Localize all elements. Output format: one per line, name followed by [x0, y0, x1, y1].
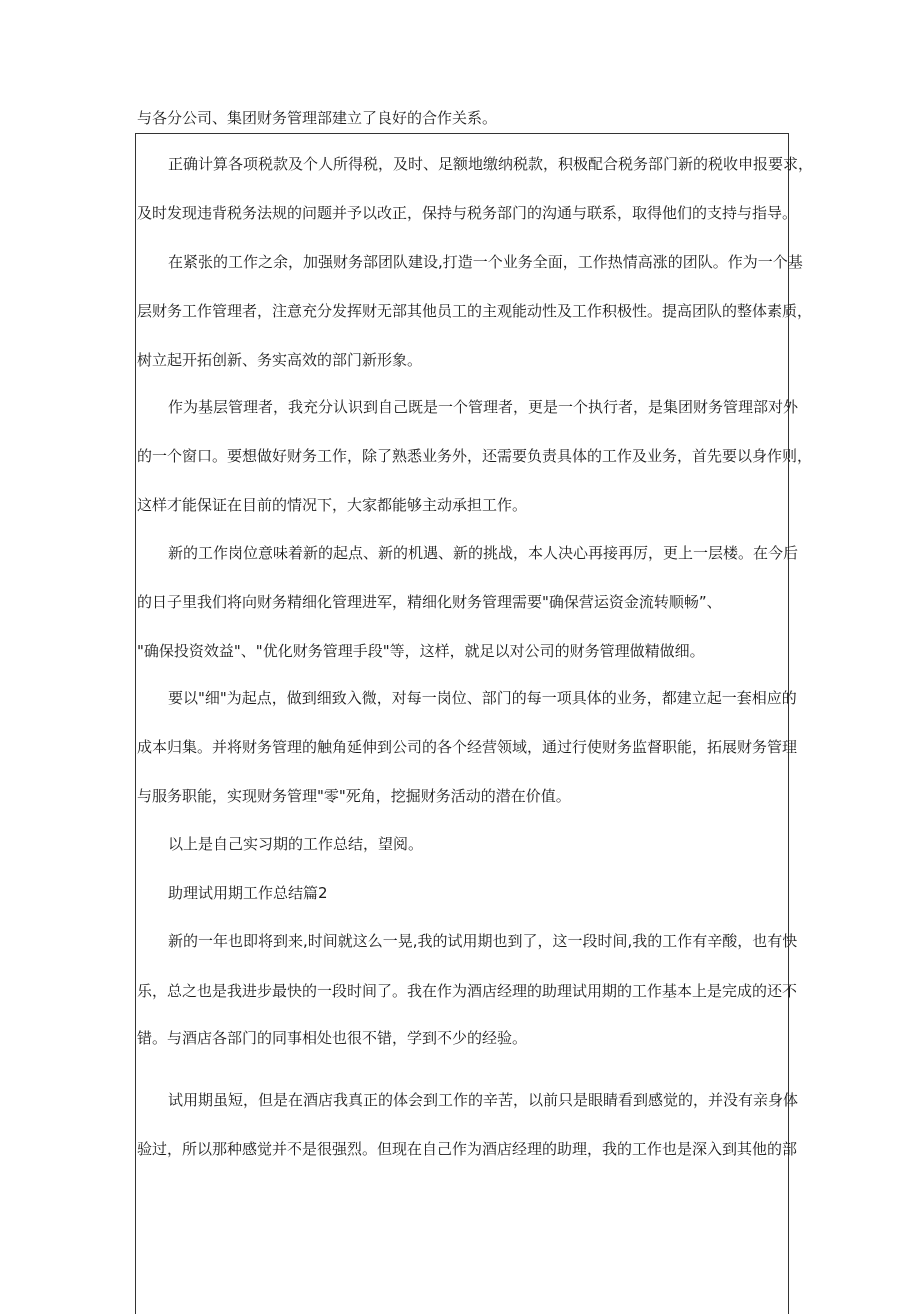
paragraph-line: 以上是自己实习期的工作总结，望阅。 [168, 835, 424, 853]
paragraph-tax [137, 151, 814, 226]
paragraph-line: 验过，所以那种感觉并不是很强烈。但现在自己作为酒店经理的助理，我的工作也是深入到其他的部 [137, 1140, 798, 1158]
paragraph-line: 与服务职能，实现财务管理"零"死角，挖掘财务活动的潜在价值。 [137, 787, 571, 805]
paragraph-team [137, 249, 813, 373]
paragraph-line: 新的一年也即将到来,时间就这么一晃,我的试用期也到了，这一段时间,我的工作有辛酸，也有快 [168, 932, 798, 950]
paragraph-line: 错。与酒店各部门的同事相处也很不错，学到不少的经验。 [137, 1029, 528, 1047]
paragraph-new-position [137, 540, 799, 664]
section-heading [137, 880, 794, 906]
paragraph-trial [137, 1087, 799, 1162]
paragraph-new-year [137, 928, 798, 1051]
paragraph-line: 成本归集。并将财务管理的触角延伸到公司的各个经营领域，通过行使财务监督职能，拓展财务管理 [137, 738, 798, 756]
paragraph-line: 新的工作岗位意味着新的起点、新的机遇、新的挑战，本人决心再接再厉，更上一层楼。在今后 [168, 544, 799, 562]
paragraph-manager [137, 394, 813, 518]
paragraph-line: 层财务工作管理者，注意充分发挥财无部其他员工的主观能动性及工作积极性。提高团队的整体素质， [137, 302, 813, 320]
paragraph-line: "确保投资效益"、"优化财务管理手段"等，这样，就足以对公司的财务管理做精做细。 [137, 642, 705, 660]
paragraph-line: 的日子里我们将向财务精细化管理进军，精细化财务管理需要"确保营运资金流转顺畅”、 [137, 593, 722, 611]
paragraph-line: 乐，总之也是我进步最快的一段时间了。我在作为酒店经理的助理试用期的工作基本上是完成的还不 [137, 982, 798, 1000]
paragraph-line: 要以"细"为起点，做到细致入微，对每一岗位、部门的每一项具体的业务，都建立起一套相应的 [168, 689, 797, 707]
paragraph-line: 正确计算各项税款及个人所得税，及时、足额地缴纳税款，积极配合税务部门新的税收申报要求， [168, 155, 814, 173]
paragraph-line: 作为基层管理者，我充分认识到自己既是一个管理者，更是一个执行者，是集团财务管理部对外 [168, 398, 799, 416]
paragraph-line: 在紧张的工作之余，加强财务部团队建设,打造一个业务全面，工作热情高涨的团队。作为一个基 [168, 253, 803, 271]
paragraph-line: 试用期虽短，但是在酒店我真正的体会到工作的辛苦，以前只是眼睛看到感觉的，并没有亲身体 [168, 1091, 799, 1109]
paragraph-closing [137, 831, 794, 857]
section-heading-text: 助理试用期工作总结篇2 [168, 884, 328, 902]
paragraph-line: 树立起开拓创新、务实高效的部门新形象。 [137, 351, 423, 369]
top-line-text: 与各分公司、集团财务管理部建立了良好的合作关系。 [137, 109, 498, 127]
paragraph-line: 的一个窗口。要想做好财务工作，除了熟悉业务外，还需要负责具体的工作及业务，首先要以身作则， [137, 447, 813, 465]
paragraph-detail [137, 685, 798, 809]
paragraph-line: 及时发现违背税务法规的问题并予以改正，保持与税务部门的沟通与联系，取得他们的支持与指导。 [137, 204, 798, 222]
paragraph-line: 这样才能保证在目前的情况下，大家都能够主动承担工作。 [137, 496, 528, 514]
